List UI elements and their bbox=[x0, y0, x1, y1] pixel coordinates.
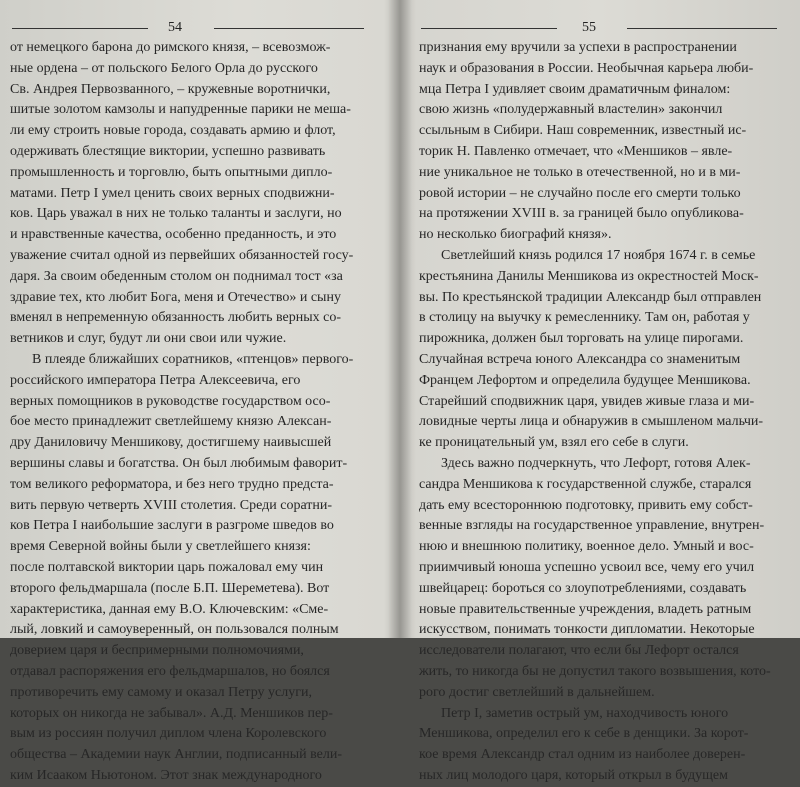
text-line: Меншикова, определил его к себе в денщики. За корот- bbox=[419, 726, 749, 742]
text-line: свою жизнь «полудержавный властелин» закончил bbox=[419, 102, 723, 118]
text-line: жить, то никогда бы не допустил такого возвышения, кото- bbox=[419, 663, 771, 679]
text-line: одерживать блестящие виктории, успешно развивать bbox=[10, 143, 326, 159]
text-line: торик Н. Павленко отмечает, что «Меншиков – явле- bbox=[419, 143, 733, 159]
text-line: ким Исааком Ньютоном. Этот знак международного bbox=[10, 767, 322, 783]
right-page-header bbox=[405, 18, 800, 38]
left-page bbox=[0, 0, 395, 783]
text-line: венные взгляды на государственное управление, внутрен- bbox=[419, 518, 765, 534]
text-line: которых он никогда не забывал». А.Д. Меншиков пер- bbox=[10, 705, 333, 721]
text-line: в столицу на выучку к ремесленнику. Там он, работая у bbox=[419, 310, 750, 326]
text-line: Светлейший князь родился 17 ноября 1674 г. в семье bbox=[441, 247, 756, 263]
text-line: ли ему строить новые города, создавать армию и флот, bbox=[10, 123, 336, 139]
text-line: вменял в непременную обязанность любить верных со- bbox=[10, 310, 341, 326]
text-line: ных лиц молодого царя, который открыл в будущем bbox=[419, 767, 728, 783]
text-line: ков. Царь уважал в них не только таланты и заслуги, но bbox=[10, 206, 342, 222]
header-rule bbox=[12, 28, 148, 29]
text-line: новые правительственные учреждения, владеть ратным bbox=[419, 601, 752, 617]
text-line: приимчивый юноша успешно усвоил все, чему его учил bbox=[419, 559, 755, 575]
text-line: но несколько биографий князя». bbox=[419, 227, 612, 243]
text-line: и нравственные качества, особенно преданность, и это bbox=[10, 227, 337, 243]
text-line: ков Петра I наибольшие заслуги в разгроме шведов во bbox=[10, 518, 334, 534]
text-line: Здесь важно подчеркнуть, что Лефорт, готовя Алек- bbox=[441, 455, 751, 471]
text-line: Францем Лефортом и определила будущее Меншикова. bbox=[419, 372, 751, 388]
text-line: после полтавской виктории царь пожаловал ему чин bbox=[10, 559, 324, 575]
text-line: ровой истории – не случайно после его смерти только bbox=[419, 185, 741, 201]
text-line: ке проницательный ум, взял его себе в слуги. bbox=[419, 435, 689, 451]
text-line: Петр I, заметив острый ум, находчивость юного bbox=[441, 705, 729, 721]
text-line: ветников и слуг, будут ли они свои или чужие. bbox=[10, 331, 287, 347]
text-line: вым из россиян получил диплом члена Королевского bbox=[10, 726, 327, 742]
text-line: вить первую четверть XVIII столетия. Среди соратни- bbox=[10, 497, 333, 513]
page-number: 55 bbox=[582, 20, 596, 35]
text-line: на протяжении XVIII в. за границей было опубликова- bbox=[419, 206, 744, 222]
text-line: доверием царя и беспримерными полномочиями, bbox=[10, 643, 304, 659]
text-line: мца Петра I удивляет своим драматичным финалом: bbox=[419, 81, 731, 97]
text-line: нюю и внешнюю политику, военное дело. Умный и вос- bbox=[419, 539, 754, 555]
text-line: от немецкого барона до римского князя, – всевозмож- bbox=[10, 40, 331, 55]
text-line: вершины славы и богатства. Он был любимым фаворит- bbox=[10, 455, 348, 471]
text-line: том великого реформатора, и без него трудно предста- bbox=[10, 476, 334, 492]
text-line: шитые золотом камзолы и напудренные парики не меша- bbox=[10, 102, 351, 118]
text-line: В плеяде ближайших соратников, «птенцов» первого- bbox=[32, 351, 354, 367]
text-line: матами. Петр I умел ценить своих верных сподвижни- bbox=[10, 185, 335, 201]
text-line: исследователи полагают, что если бы Лефорт остался bbox=[419, 643, 739, 659]
header-rule bbox=[214, 28, 364, 29]
text-line: сандра Меншикова к государственной службе, старался bbox=[419, 476, 752, 492]
text-line: ловидные черты лица и обнаружив в смышленом мальчи- bbox=[419, 414, 764, 430]
text-line: второго фельдмаршала (после Б.П. Шереметева). Вот bbox=[10, 580, 330, 596]
text-line: время Северной войны были у светлейшего князя: bbox=[10, 539, 311, 555]
page-number: 54 bbox=[168, 20, 182, 35]
text-line: признания ему вручили за успехи в распространении bbox=[419, 40, 737, 55]
text-line: характеристика, данная ему В.О. Ключевским: «Сме- bbox=[10, 601, 329, 617]
right-page bbox=[405, 0, 800, 783]
text-line: наук и образования в России. Необычная карьера люби- bbox=[419, 60, 754, 76]
left-page-text bbox=[10, 38, 382, 787]
text-line: промышленность и торговлю, быть опытными дипло- bbox=[10, 164, 333, 180]
text-line: дать ему всестороннюю подготовку, привить ему собст- bbox=[419, 497, 753, 513]
text-line: ние уникальное не только в отечественной, но и в ми- bbox=[419, 164, 741, 180]
header-rule bbox=[627, 28, 777, 29]
text-line: бое место принадлежит светлейшему князю Алексан- bbox=[10, 414, 332, 430]
text-line: дру Даниловичу Меншикову, достигшему наивысшей bbox=[10, 435, 332, 451]
text-line: крестьянина Данилы Меншикова из окрестностей Моск- bbox=[419, 268, 759, 284]
text-line: рого достиг светлейший в дальнейшем. bbox=[419, 684, 655, 700]
right-page-text bbox=[419, 38, 797, 787]
text-line: уважение считал одной из первейших обязанностей госу- bbox=[10, 247, 354, 263]
text-line: российского императора Петра Алексеевича, его bbox=[10, 372, 301, 388]
left-page-header bbox=[0, 18, 395, 38]
text-line: лый, ловкий и самоуверенный, он пользовался полным bbox=[10, 622, 339, 638]
text-line: кое время Александр стал одним из наиболее доверен- bbox=[419, 747, 746, 763]
text-line: пирожника, должен был торговать на улице пирогами. bbox=[419, 331, 744, 347]
text-line: общества – Академии наук Англии, подписанный вели- bbox=[10, 747, 342, 763]
text-line: швейцарец: бороться со злоупотреблениями, создавать bbox=[419, 580, 747, 596]
text-line: ссыльным в Сибири. Наш современник, известный ис- bbox=[419, 123, 747, 139]
text-line: Случайная встреча юного Александра со знаменитым bbox=[419, 351, 741, 367]
text-line: искусством, понимать тонкости дипломатии. Некоторые bbox=[419, 622, 755, 638]
text-line: даря. За своим обеденным столом он поднимал тост «за bbox=[10, 268, 343, 284]
text-line: Св. Андрея Первозванного, – кружевные воротнички, bbox=[10, 81, 331, 97]
text-line: здравие тех, кто любит Бога, меня и Отечество» и сыну bbox=[10, 289, 341, 305]
header-rule bbox=[421, 28, 557, 29]
text-line: ные ордена – от польского Белого Орла до русского bbox=[10, 60, 318, 76]
text-line: вы. По крестьянской традиции Александр был отправлен bbox=[419, 289, 762, 305]
text-line: Старейший сподвижник царя, увидев живые глаза и ми- bbox=[419, 393, 755, 409]
text-line: отдавал распоряжения его фельдмаршалов, но боялся bbox=[10, 663, 330, 679]
text-line: верных помощников в руководстве государством осо- bbox=[10, 393, 331, 409]
text-line: противоречить ему самому и оказал Петру услуги, bbox=[10, 684, 312, 700]
